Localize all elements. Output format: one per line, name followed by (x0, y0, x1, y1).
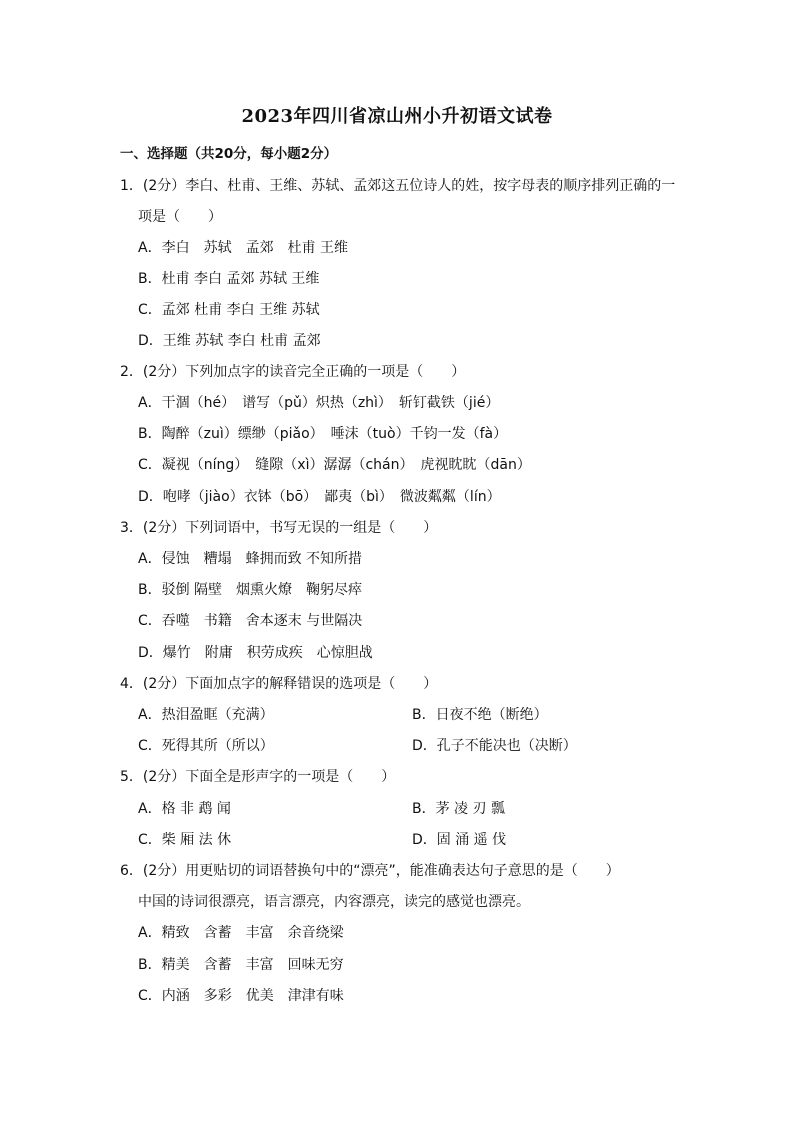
question-3-option-a: A．侵蚀 糟塌 蜂拥而致 不知所措 (138, 551, 363, 567)
question-1-option-d: D．王维 苏轼 李白 杜甫 孟郊 (138, 333, 321, 349)
question-6-option-b: B．精美 含蓄 丰富 回味无穷 (138, 957, 344, 973)
question-1-stem: 1．(2分）李白、杜甫、王维、苏轼、孟郊这五位诗人的姓，按字母表的顺序排列正确的一 (120, 178, 676, 194)
question-3-option-d: D．爆竹 附庸 积劳成疾 心惊胆战 (138, 645, 373, 661)
question-4-option-b: B．日夜不绝（断绝） (412, 707, 548, 723)
question-4-stem: 4．(2分）下面加点字的解释错误的选项是（ ） (120, 676, 438, 692)
question-5-option-b: B．茅 凌 刃 瓢 (412, 801, 505, 817)
question-2-option-a: A．干涸（hé） 谱写（pǔ）炽热（zhì） 斩钉截铁（jié） (138, 395, 500, 411)
question-2-option-b: B．陶醉（zuì）缥缈（piǎo） 唾沫（tuò）千钧一发（fà） (138, 426, 508, 442)
question-6-stem: 6．(2分）用更贴切的词语替换句中的“漂亮”，能准确表达句子意思的是（ ） (120, 863, 620, 879)
question-5-option-c: C．柴 厢 法 休 (138, 832, 232, 848)
question-1-option-c: C．孟郊 杜甫 李白 王维 苏轼 (138, 302, 320, 318)
question-5-stem: 5．(2分）下面全是形声字的一项是（ ） (120, 769, 396, 785)
question-2-stem: 2．(2分）下列加点字的读音完全正确的一项是（ ） (120, 364, 466, 380)
question-2-option-c: C．凝视（níng） 缝隙（xì）潺潺（chán） 虎视眈眈（dān） (138, 457, 531, 473)
question-2-option-d: D．咆哮（jiào）衣钵（bō） 鄙夷（bì） 微波粼粼（lín） (138, 489, 501, 505)
question-5-option-d: D．固 涌 遥 伐 (412, 832, 507, 848)
question-1-option-b: B．杜甫 李白 孟郊 苏轼 王维 (138, 271, 320, 287)
question-4-option-a: A．热泪盈眶（充满） (138, 707, 274, 723)
exam-title: 2023年四川省凉山州小升初语文试卷 (241, 106, 553, 127)
question-1-option-a: A．李白 苏轼 孟郊 杜甫 王维 (138, 240, 349, 256)
question-3-option-b: B．驳倒 隔壁 烟熏火燎 鞠躬尽瘁 (138, 582, 363, 598)
question-3-option-c: C．吞噬 书籍 舍本逐末 与世隔决 (138, 613, 363, 629)
question-6-option-c: C．内涵 多彩 优美 津津有味 (138, 988, 344, 1004)
question-1-stem-cont: 项是（ ） (138, 209, 222, 225)
question-5-option-a: A．格 非 鹉 闻 (138, 801, 231, 817)
question-3-stem: 3．(2分）下列词语中，书写无误的一组是（ ） (120, 520, 438, 536)
question-4-option-d: D．孔子不能决也（决断） (412, 738, 577, 754)
question-4-option-c: C．死得其所（所以） (138, 738, 274, 754)
question-6-option-a: A．精致 含蓄 丰富 余音绕梁 (138, 925, 344, 941)
section-heading-choice: 一、选择题（共20分，每小题2分） (120, 146, 338, 162)
question-6-passage: 中国的诗词很漂亮，语言漂亮，内容漂亮，读完的感觉也漂亮。 (138, 894, 530, 910)
